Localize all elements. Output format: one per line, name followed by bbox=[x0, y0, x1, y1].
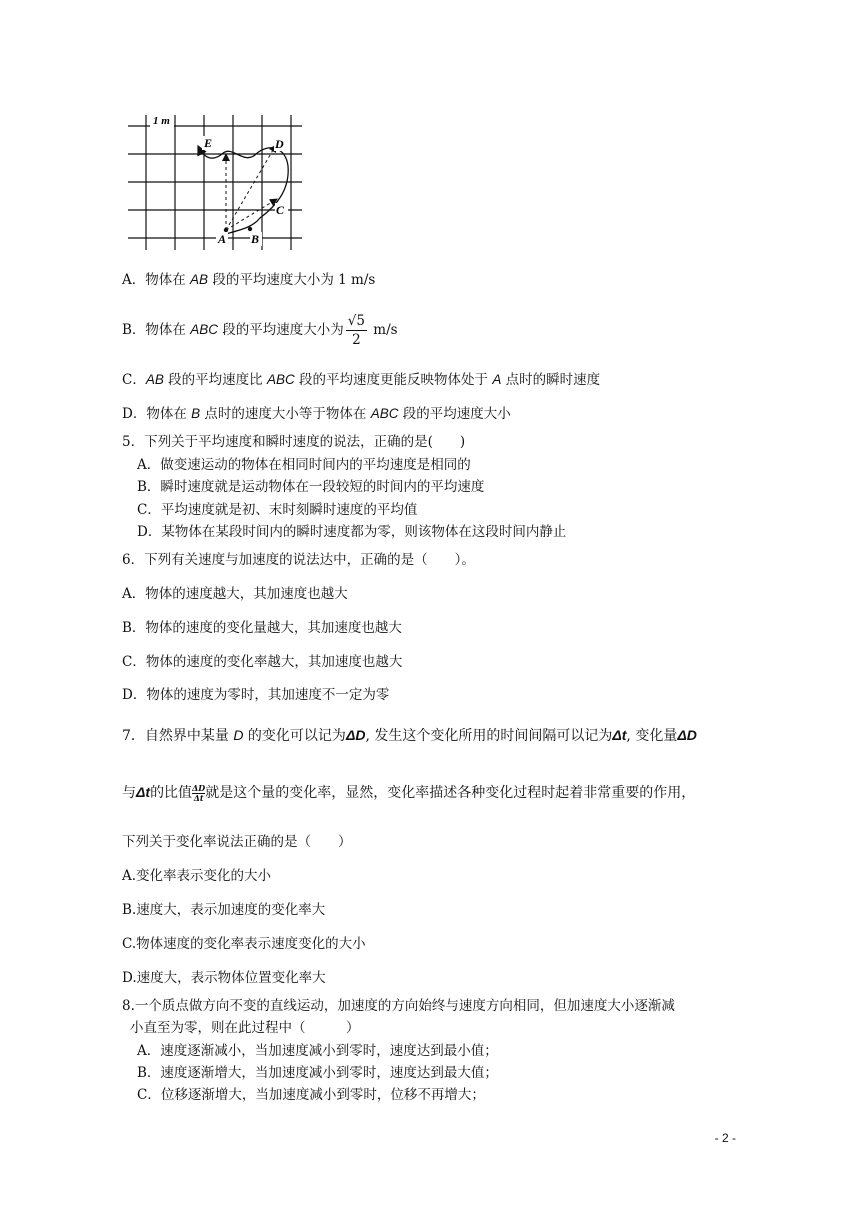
point-a-label: A bbox=[218, 232, 227, 246]
scale-label: 1 m bbox=[153, 115, 170, 127]
q6-option-b: B．物体的速度的变化量越大，其加速度也越大 bbox=[122, 620, 402, 636]
grid bbox=[128, 115, 302, 250]
motion-diagram bbox=[120, 110, 320, 255]
q6-option-a: A．物体的速度越大，其加速度也越大 bbox=[122, 586, 348, 602]
q8-option-c: C．位移逐渐增大，当加速度减小到零时，位移不再增大； bbox=[137, 1087, 485, 1103]
q6-option-d: D．物体的速度为零时，其加速度不一定为零 bbox=[122, 687, 390, 703]
sqrt5-over-2-fraction: $\frac{√5}{2}$ bbox=[347, 313, 365, 348]
q4-option-b: B．物体在 ABC 段的平均速度大小为 $\frac{√5}{2}$ m/s bbox=[122, 313, 398, 348]
q5-option-a: A．做变速运动的物体在相同时间内的平均速度是相同的 bbox=[137, 457, 471, 473]
q4-option-a: A．物体在 AB 段的平均速度大小为 1 m/s bbox=[122, 272, 376, 288]
q7-option-a: A.变化率表示变化的大小 bbox=[122, 868, 272, 884]
q8-stem-line2: 小直至为零，则在此过程中（ ） bbox=[130, 1020, 360, 1036]
delta-d-over-delta-t-fraction: $\frac{\Delta D}{\Delta t}$ bbox=[192, 782, 206, 803]
q8-option-a: A．速度逐渐减小，当加速度减小到零时，速度达到最小值； bbox=[137, 1043, 498, 1059]
q5-option-b: B．瞬时速度就是运动物体在一段较短的时间内的平均速度 bbox=[137, 479, 485, 495]
page-number: - 2 - bbox=[714, 1131, 736, 1145]
q8-stem-line1: 8.一个质点做方向不变的直线运动，加速度的方向始终与速度方向相同，但加速度大小逐渐减 bbox=[122, 998, 675, 1014]
point-e-label: E bbox=[204, 136, 213, 150]
point-d-label: D bbox=[275, 137, 284, 151]
q7-stem-line2: 与Δt的比值 $\frac{\Delta D}{\Delta t}$就是这个量的变化率，显然，变化率描述各种变化过程时起着非常重要的作用， bbox=[122, 782, 696, 803]
q5-option-c: C．平均速度就是初、末时刻瞬时速度的平均值 bbox=[137, 502, 418, 518]
q7-option-b: B.速度大，表示加速度的变化率大 bbox=[122, 902, 326, 918]
point-b-label: B bbox=[251, 232, 260, 246]
q5-stem: 5．下列关于平均速度和瞬时速度的说法，正确的是( ) bbox=[122, 434, 466, 450]
q6-stem: 6．下列有关速度与加速度的说法达中，正确的是（ ）。 bbox=[122, 552, 475, 568]
point-b-marker bbox=[248, 227, 252, 231]
q7-option-c: C.物体速度的变化率表示速度变化的大小 bbox=[122, 936, 366, 952]
q7-option-d: D.速度大，表示物体位置变化率大 bbox=[122, 970, 326, 986]
q8-option-b: B．速度逐渐增大，当加速度减小到零时，速度达到最大值； bbox=[137, 1065, 498, 1081]
q7-stem-line3: 下列关于变化率说法正确的是（ ） bbox=[122, 834, 352, 850]
q7-stem-line1: 7．自然界中某量 D 的变化可以记为ΔD, 发生这个变化所用的时间间隔可以记为Δt, 变化量ΔD bbox=[122, 727, 697, 744]
trajectory-path bbox=[198, 146, 288, 236]
q6-option-c: C．物体的速度的变化率越大，其加速度也越大 bbox=[122, 654, 403, 670]
q5-option-d: D．某物体在某段时间内的瞬时速度都为零，则该物体在这段时间内静止 bbox=[137, 524, 567, 540]
q4-option-d: D．物体在 B 点时的速度大小等于物体在 ABC 段的平均速度大小 bbox=[122, 406, 511, 422]
q4-option-c: C．AB 段的平均速度比 ABC 段的平均速度更能反映物体处于 A 点时的瞬时速度 bbox=[122, 372, 601, 388]
point-c-label: C bbox=[276, 203, 285, 217]
